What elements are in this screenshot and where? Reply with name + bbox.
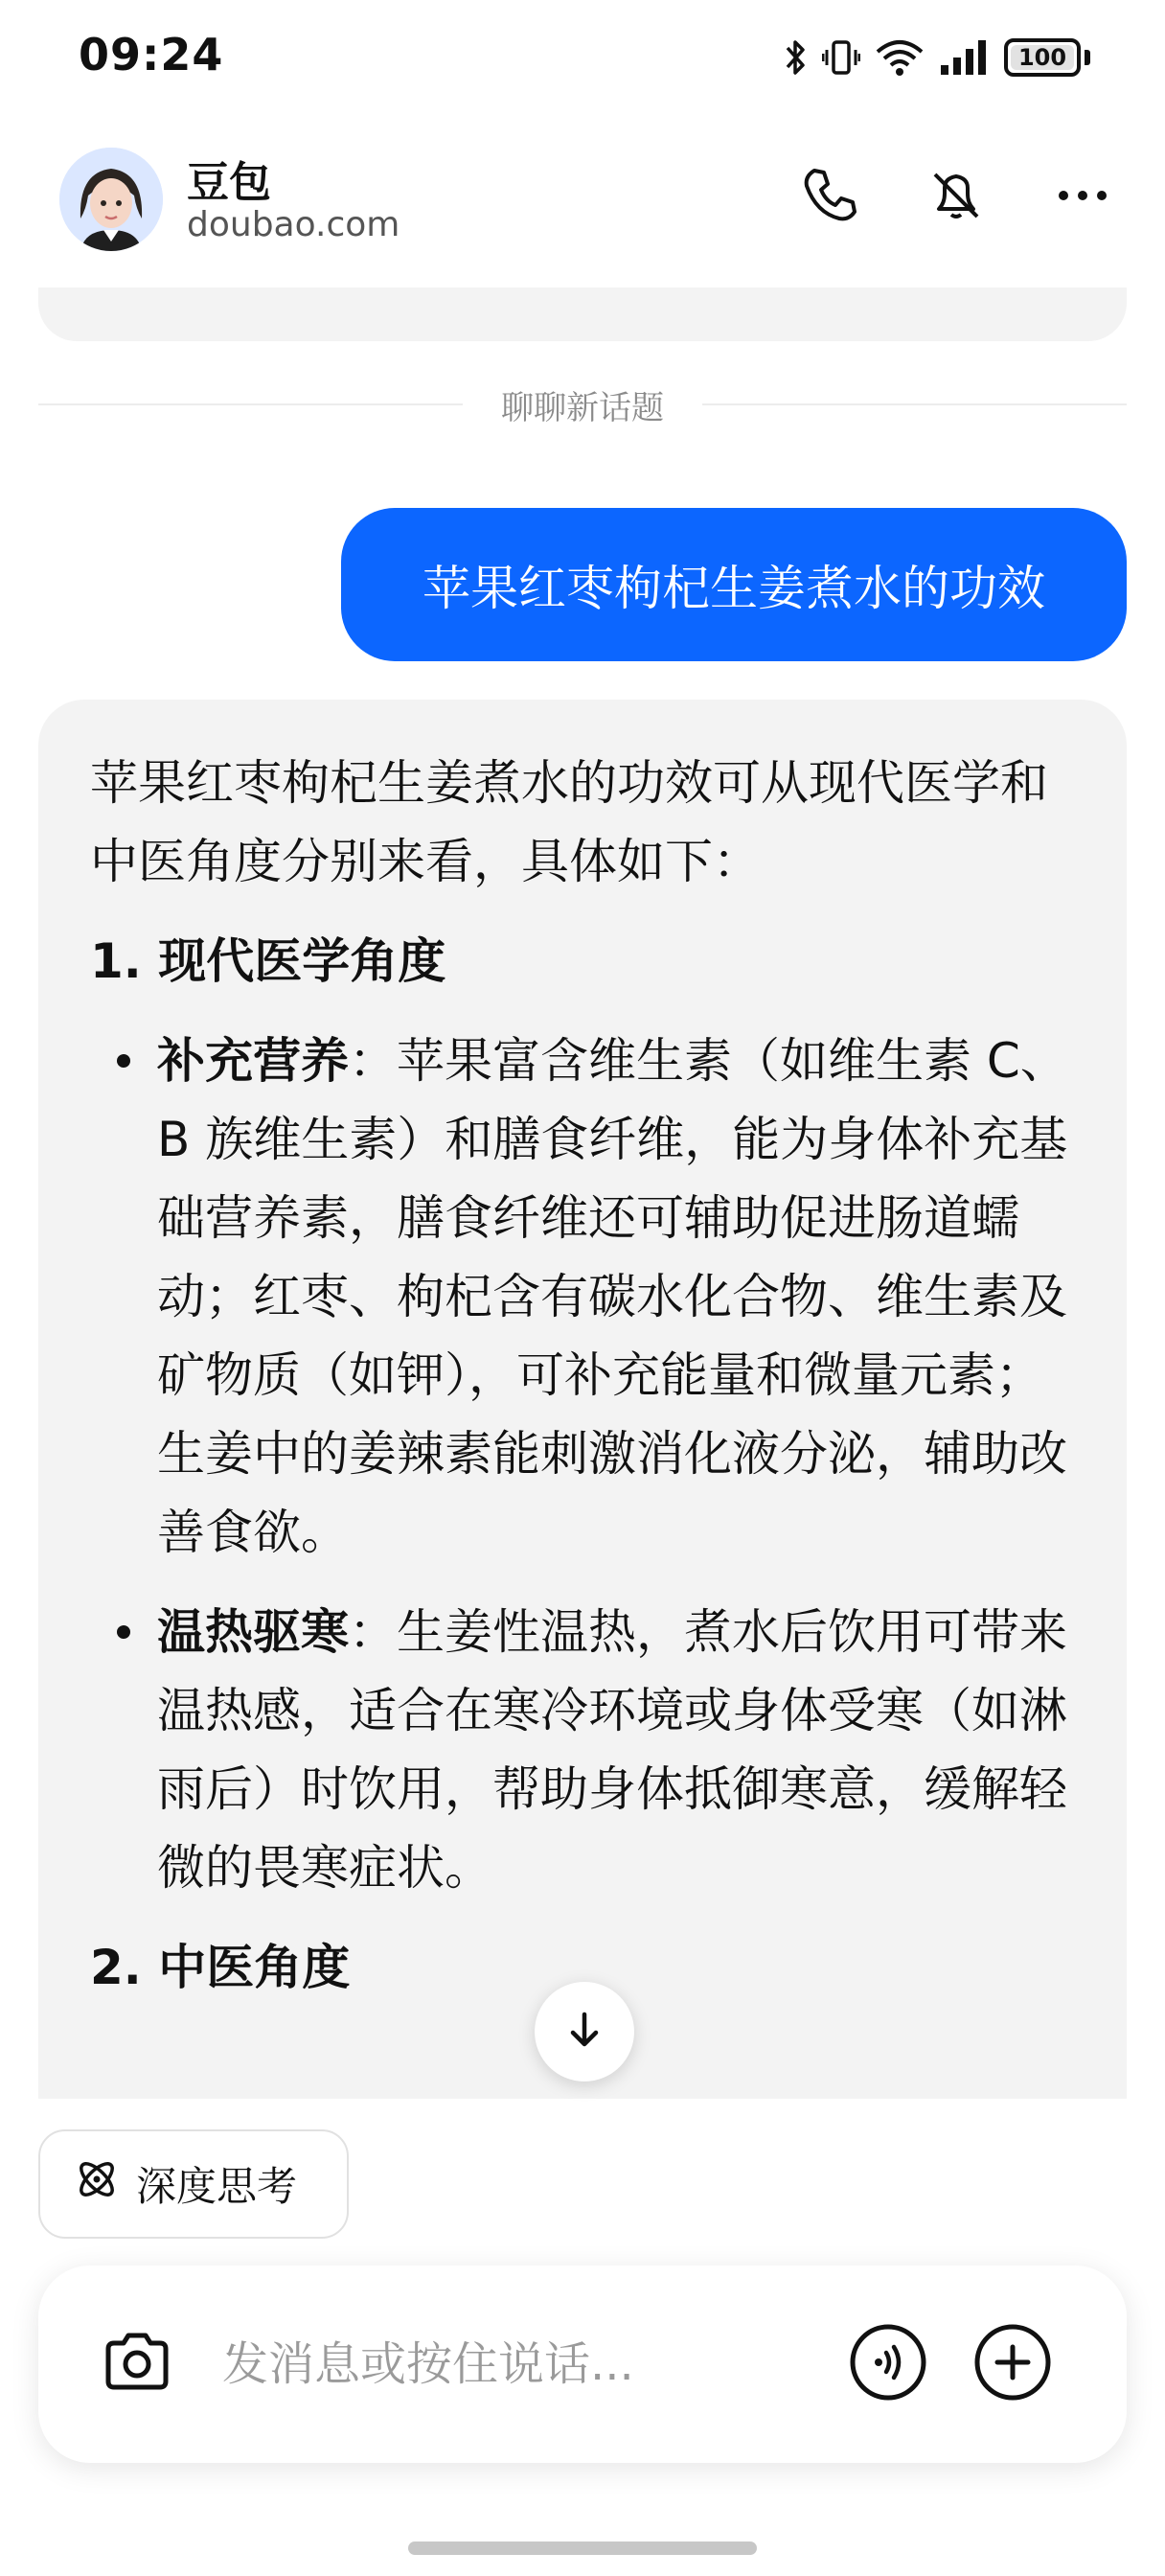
add-attachment-button[interactable] bbox=[970, 2321, 1056, 2407]
battery-level: 100 bbox=[1017, 44, 1067, 71]
voice-wave-icon bbox=[848, 2322, 928, 2406]
home-indicator[interactable] bbox=[408, 2542, 757, 2555]
chat-title: 豆包 bbox=[187, 158, 271, 207]
deep-think-label: 深度思考 bbox=[136, 2163, 298, 2210]
list-item-title: 补充营养 bbox=[157, 1033, 349, 1089]
previous-message-bubble bbox=[38, 288, 1127, 341]
plus-icon bbox=[972, 2322, 1053, 2406]
camera-icon bbox=[99, 2324, 175, 2404]
divider-line bbox=[702, 403, 1127, 405]
ai-bullet-list bbox=[90, 1022, 1075, 1907]
wifi-icon bbox=[874, 36, 925, 79]
user-message-text: 苹果红枣枸杞生姜煮水的功效 bbox=[423, 561, 1045, 616]
more-button[interactable] bbox=[1048, 163, 1117, 232]
divider-text: 聊聊新话题 bbox=[501, 388, 664, 427]
list-item-text: ：生姜性温热，煮水后饮用可带来温热感，适合在寒冷环境或身体受寒（如淋雨后）时饮用，帮助身体抵御寒意，缓解轻微的畏寒症状。 bbox=[157, 1604, 1067, 1896]
divider-line bbox=[38, 403, 463, 405]
header-actions bbox=[795, 163, 1117, 232]
message-input-bar bbox=[38, 2266, 1127, 2463]
more-icon bbox=[1052, 165, 1113, 230]
battery-icon bbox=[1004, 38, 1081, 77]
status-time: 09:24 bbox=[79, 29, 224, 80]
scroll-to-bottom-button[interactable] bbox=[535, 1982, 634, 2082]
arrow-down-icon bbox=[561, 2007, 607, 2057]
mute-button[interactable] bbox=[922, 163, 991, 232]
phone-call-button[interactable] bbox=[795, 163, 864, 232]
chat-header bbox=[0, 134, 1165, 278]
ai-section-heading: 2. 中医角度 bbox=[90, 1940, 351, 1995]
user-message-bubble[interactable] bbox=[341, 508, 1127, 661]
ai-intro-text: 苹果红枣枸杞生姜煮水的功效可从现代医学和中医角度分别来看，具体如下： bbox=[90, 755, 1048, 889]
list-item bbox=[90, 1022, 1075, 1572]
status-bar bbox=[0, 0, 1165, 115]
camera-button[interactable] bbox=[96, 2323, 178, 2405]
deep-think-button[interactable] bbox=[38, 2129, 349, 2239]
ai-message-bubble[interactable] bbox=[38, 700, 1127, 2099]
atom-icon bbox=[73, 2155, 121, 2213]
new-topic-divider bbox=[38, 376, 1127, 433]
avatar[interactable] bbox=[59, 148, 163, 251]
phone-icon bbox=[799, 165, 860, 230]
voice-call-button[interactable] bbox=[845, 2321, 931, 2407]
status-icons bbox=[784, 29, 1090, 86]
mute-icon bbox=[925, 165, 987, 230]
bluetooth-icon bbox=[784, 36, 809, 79]
list-item bbox=[90, 1593, 1075, 1907]
ai-section-heading: 1. 现代医学角度 bbox=[90, 933, 446, 989]
vibrate-icon bbox=[822, 36, 860, 79]
message-input[interactable] bbox=[220, 2321, 843, 2407]
list-item-text: ：苹果富含维生素（如维生素 C、B 族维生素）和膳食纤维，能为身体补充基础营养素，膳食纤维还可辅助促进肠道蠕动；红枣、枸杞含有碳水化合物、维生素及矿物质（如钾），可补充能量和微量元素；生姜中的姜辣素能刺激消化液分泌，辅助改善食欲。 bbox=[157, 1033, 1068, 1560]
signal-icon bbox=[939, 36, 991, 79]
chat-subtitle: doubao.com bbox=[187, 205, 400, 244]
battery-tip bbox=[1085, 50, 1090, 65]
list-item-title: 温热驱寒 bbox=[157, 1604, 349, 1660]
